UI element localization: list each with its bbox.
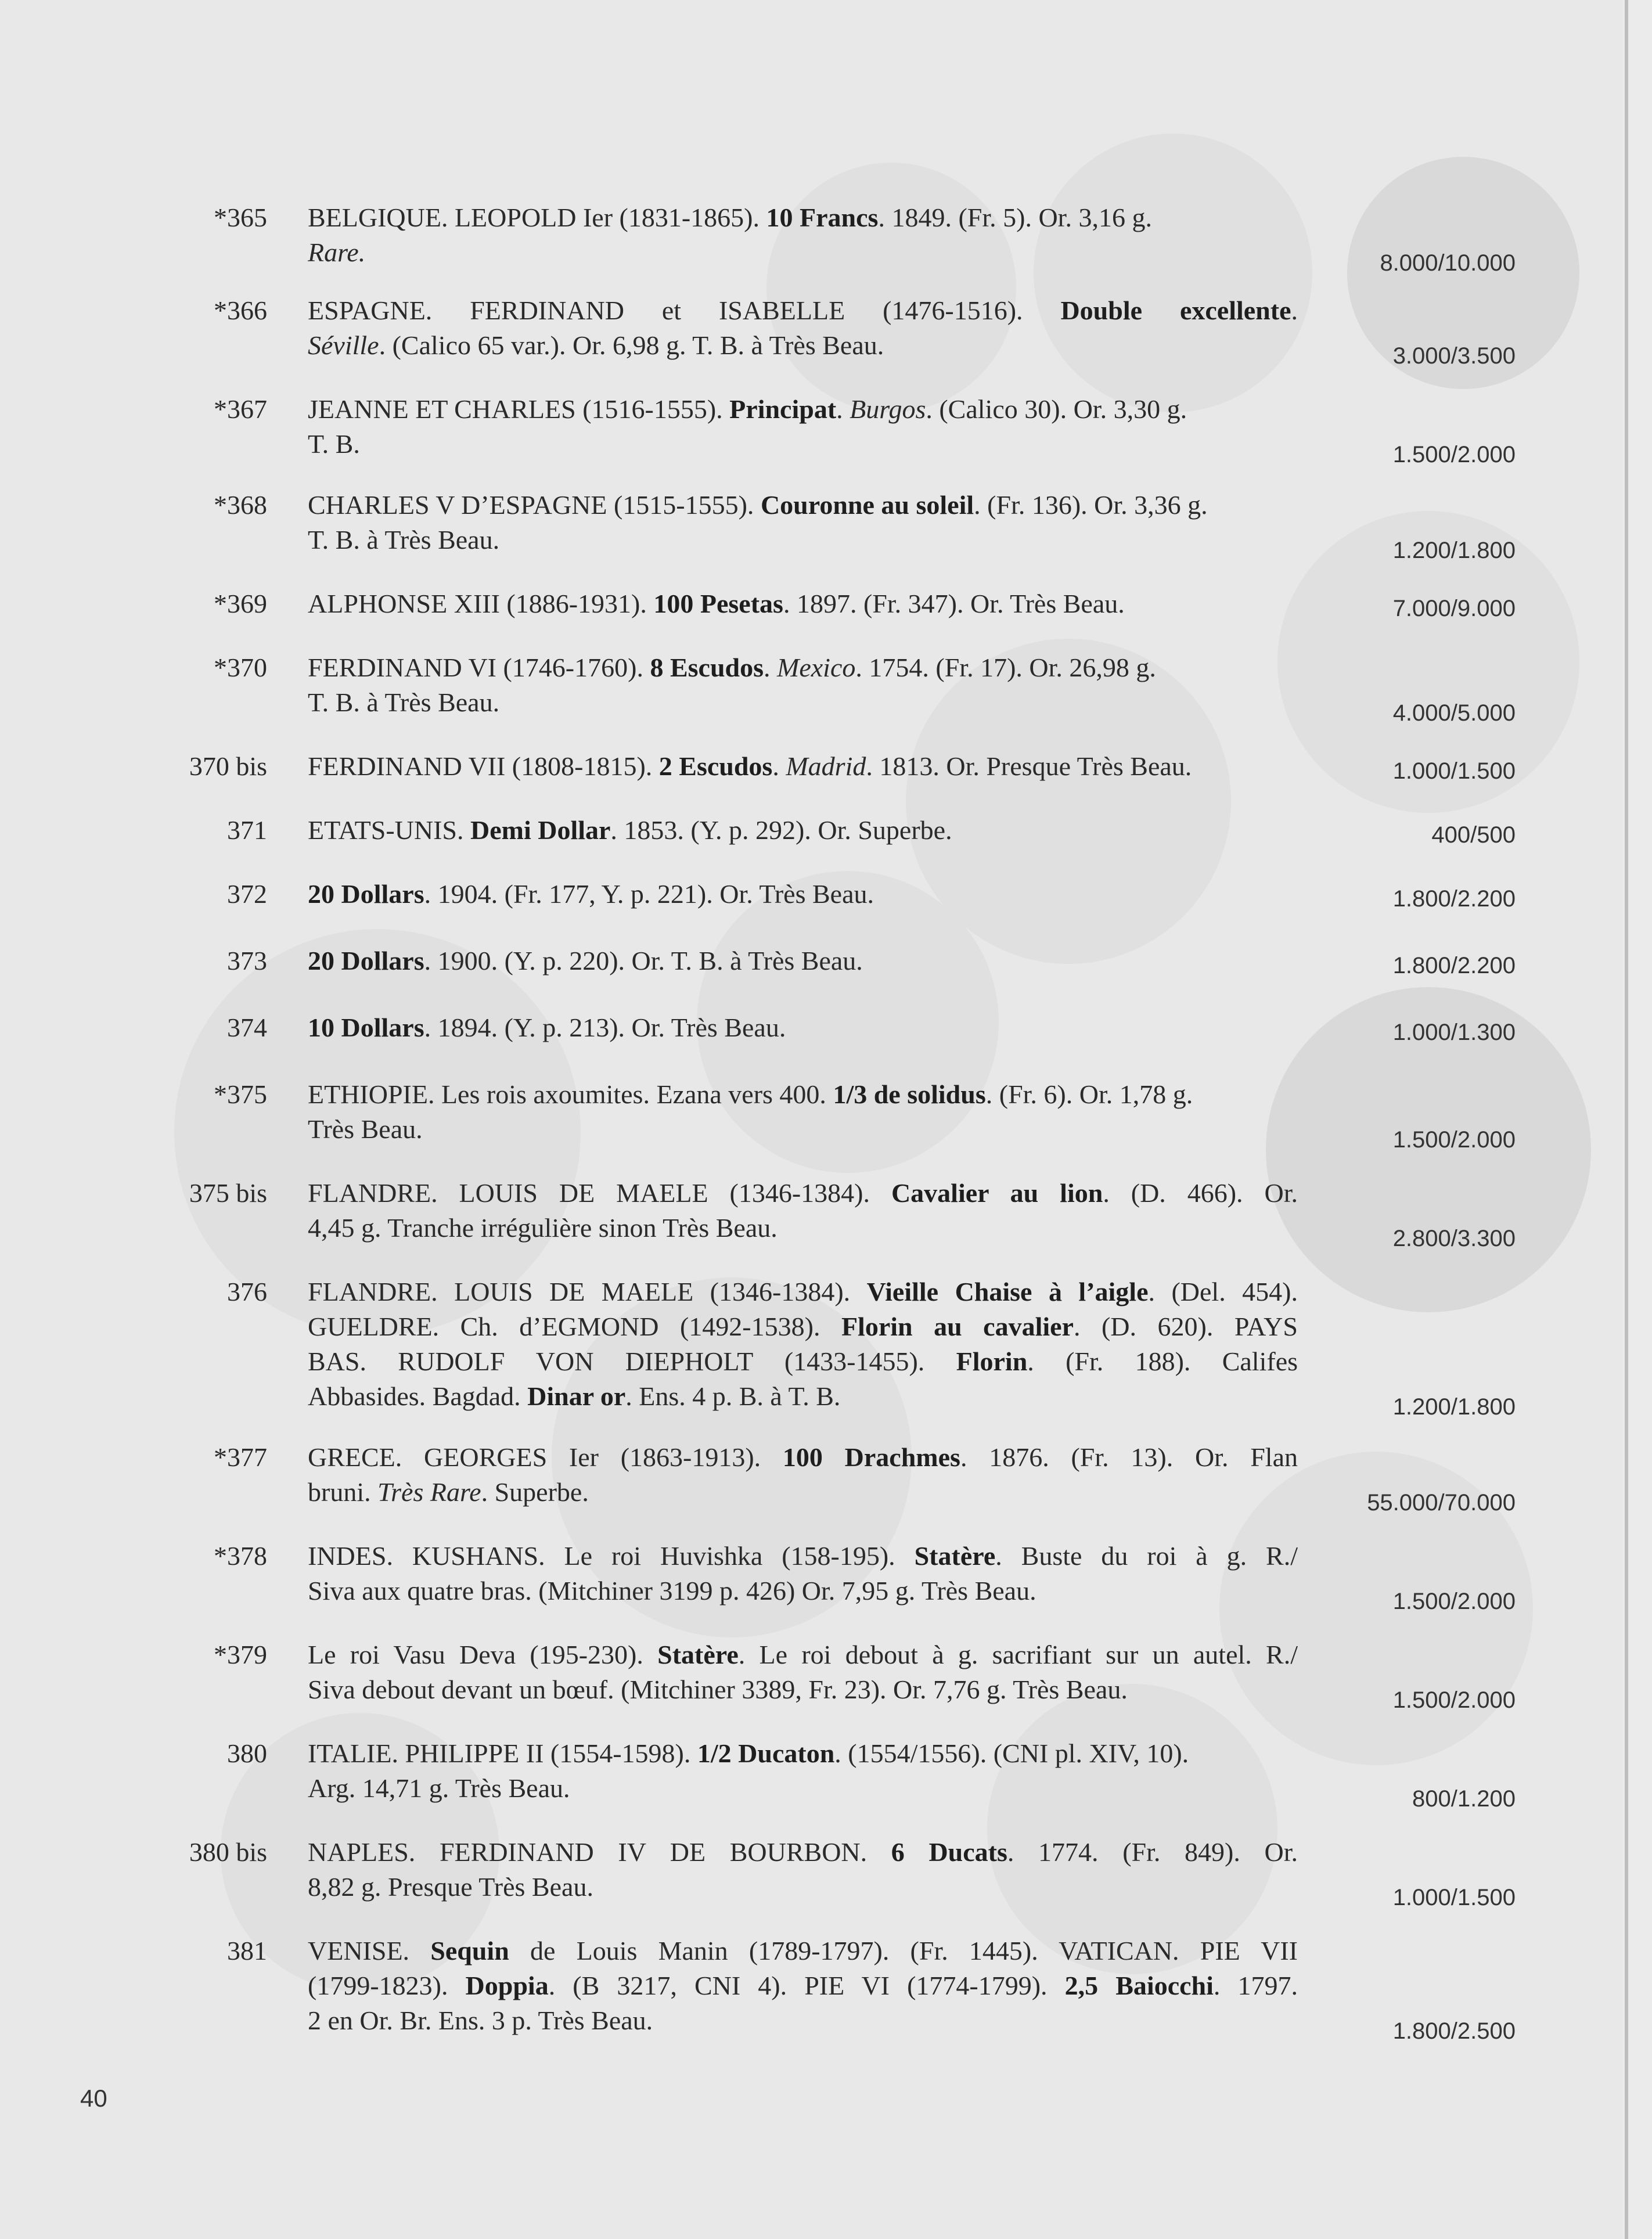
lot-estimate: 1.500/2.000: [1392, 1127, 1516, 1153]
lot-text: Très Beau.: [308, 1114, 423, 1144]
lot-text: Abbasides. Bagdad.: [308, 1381, 528, 1411]
lot-number: *366: [214, 296, 267, 325]
lot-description-line: [308, 1870, 1298, 1905]
lot-text: . 1897. (Fr. 347). Or. Très Beau.: [783, 589, 1125, 618]
lot-estimate: 4.000/5.000: [1392, 700, 1516, 726]
lot-text: ALPHONSE XIII (1886-1931).: [308, 589, 654, 618]
lot-text: FERDINAND VI (1746-1760).: [308, 653, 650, 682]
lot-description-line: [308, 1379, 1298, 1414]
lot-coin-name: 10 Francs: [766, 203, 879, 232]
lot-description: [308, 1077, 1298, 1147]
lot-coin-name: Sequin: [430, 1936, 509, 1966]
lot-text: . 1853. (Y. p. 292). Or. Superbe.: [610, 815, 952, 845]
lot-number: *365: [214, 203, 267, 232]
lot-description-line: [308, 1771, 1298, 1806]
lot-description-line: [308, 1440, 1298, 1475]
lot-description-line: [308, 650, 1298, 685]
lot-description: [308, 1934, 1298, 2038]
lot-number: *370: [214, 653, 267, 682]
lot-text: bruni.: [308, 1477, 378, 1507]
lot-text: (1799-1823).: [308, 1971, 466, 2000]
lot-number: 371: [227, 815, 267, 845]
lot-text: VENISE.: [308, 1936, 431, 1966]
lot-text: T. B.: [308, 429, 360, 459]
lot-text: . (1554/1556). (CNI pl. XIV, 10).: [834, 1738, 1189, 1768]
lot-description: [308, 488, 1298, 557]
lot-description: [308, 293, 1298, 363]
lot-description-line: [308, 1309, 1298, 1344]
lot-estimate: 3.000/3.500: [1392, 343, 1516, 369]
lot-italic-text: Burgos: [850, 394, 926, 424]
lot-estimate: 1.500/2.000: [1392, 1687, 1516, 1713]
lot-description-line: [308, 1539, 1298, 1574]
lot-description-line: [308, 749, 1298, 784]
lot-text: BELGIQUE. LEOPOLD Ier (1831-1865).: [308, 203, 766, 232]
lot-description-line: [308, 1344, 1298, 1379]
lot-entry: [0, 749, 1620, 784]
lot-description: [308, 1010, 1298, 1045]
lot-text: GRECE. GEORGES Ier (1863-1913).: [308, 1442, 783, 1472]
lot-coin-name: Statère: [657, 1640, 739, 1669]
lot-description-line: [308, 944, 1298, 978]
lot-description-line: [308, 1475, 1298, 1510]
lot-text: . (B 3217, CNI 4). PIE VI (1774-1799).: [548, 1971, 1065, 2000]
lot-description: [308, 1835, 1298, 1905]
lot-number: 381: [227, 1936, 267, 1966]
lot-number: *375: [214, 1079, 267, 1109]
lot-text: . 1774. (Fr. 849). Or.: [1007, 1837, 1298, 1867]
lot-number: 375 bis: [189, 1178, 267, 1208]
lot-text: NAPLES. FERDINAND IV DE BOURBON.: [308, 1837, 891, 1867]
lot-number: 374: [227, 1013, 267, 1042]
lot-description-line: [308, 1835, 1298, 1870]
lot-description-line: [308, 328, 1298, 363]
lot-text: .: [836, 394, 850, 424]
lot-description-line: [308, 1672, 1298, 1707]
lot-estimate: 1.200/1.800: [1392, 538, 1516, 563]
lot-coin-name: 20 Dollars: [308, 946, 424, 975]
lot-text: . Superbe.: [481, 1477, 589, 1507]
lot-entry: [0, 813, 1620, 848]
lot-coin-name: Dinar or: [527, 1381, 626, 1411]
lot-text: . (Fr. 136). Or. 3,36 g.: [974, 490, 1208, 520]
lot-coin-name: Statère: [914, 1541, 996, 1571]
lot-entry: [0, 488, 1620, 563]
lot-text: 4,45 g. Tranche irrégulière sinon Très Beau.: [308, 1213, 778, 1243]
lot-text: de Louis Manin (1789-1797). (Fr. 1445). VATICAN. PIE VII: [509, 1936, 1298, 1966]
lot-description-line: [308, 813, 1298, 848]
lot-text: T. B. à Très Beau.: [308, 525, 500, 555]
page-number: 40: [80, 2085, 107, 2112]
lot-number: *379: [214, 1640, 267, 1669]
lot-text: . Buste du roi à g. R./: [995, 1541, 1298, 1571]
lot-description-line: [308, 235, 1298, 270]
lot-text: . (Del. 454).: [1148, 1277, 1298, 1306]
lot-text: . (Fr. 6). Or. 1,78 g.: [985, 1079, 1193, 1109]
lot-italic-text: Séville: [308, 330, 379, 360]
lot-description-line: [308, 1934, 1298, 1968]
lot-estimate: 1.200/1.800: [1392, 1394, 1516, 1420]
lot-coin-name: 20 Dollars: [308, 879, 424, 909]
lot-number: *368: [214, 490, 267, 520]
lot-coin-name: Doppia: [465, 1971, 549, 2000]
lot-description: [308, 1440, 1298, 1510]
lot-text: T. B. à Très Beau.: [308, 687, 500, 717]
lot-coin-name: Couronne au soleil: [760, 490, 974, 520]
lot-estimate: 55.000/70.000: [1367, 1490, 1516, 1516]
lot-description-line: [308, 877, 1298, 912]
lot-entry: [0, 1275, 1620, 1420]
lot-estimate: 1.800/2.500: [1392, 2018, 1516, 2044]
lot-entry: [0, 1934, 1620, 2044]
lot-text: . Le roi debout à g. sacrifiant sur un autel. R./: [738, 1640, 1298, 1669]
lot-text: . 1797.: [1213, 1971, 1298, 2000]
lot-number: 370 bis: [189, 751, 267, 781]
lot-estimate: 1.800/2.200: [1392, 886, 1516, 912]
lot-description-line: [308, 1077, 1298, 1112]
lot-coin-name: Principat: [729, 394, 837, 424]
lot-description-line: [308, 392, 1298, 427]
lot-text: BAS. RUDOLF VON DIEPHOLT (1433-1455).: [308, 1347, 956, 1376]
lot-entry: [0, 1835, 1620, 1910]
lot-text: . (D. 620). PAYS: [1073, 1312, 1298, 1341]
lot-description-line: [308, 1968, 1298, 2003]
lot-text: . 1876. (Fr. 13). Or. Flan: [960, 1442, 1298, 1472]
lot-entry: [0, 1539, 1620, 1614]
lot-coin-name: 1/3 de solidus: [833, 1079, 986, 1109]
lot-description: [308, 1275, 1298, 1414]
lot-description-line: [308, 1112, 1298, 1147]
lot-entry: [0, 1176, 1620, 1251]
lot-coin-name: 10 Dollars: [308, 1013, 424, 1042]
lot-description-line: [308, 523, 1298, 557]
lot-number: *378: [214, 1541, 267, 1571]
lot-entry: [0, 200, 1620, 276]
lot-text: . 1813. Or. Presque Très Beau.: [866, 751, 1192, 781]
lot-text: Le roi Vasu Deva (195-230).: [308, 1640, 658, 1669]
lot-text: Siva debout devant un bœuf. (Mitchiner 3389, Fr. 23). Or. 7,76 g. Très Beau.: [308, 1675, 1128, 1704]
lot-text: ETHIOPIE. Les rois axoumites. Ezana vers 400.: [308, 1079, 833, 1109]
lot-entry: [0, 650, 1620, 726]
lot-coin-name: 6 Ducats: [891, 1837, 1007, 1867]
lot-entry: [0, 1010, 1620, 1045]
lot-number: 373: [227, 946, 267, 975]
lot-text: . 1894. (Y. p. 213). Or. Très Beau.: [424, 1013, 786, 1042]
lot-coin-name: 8 Escudos: [650, 653, 764, 682]
lot-entry: [0, 293, 1620, 369]
lot-entry: [0, 944, 1620, 978]
lot-description: [308, 1736, 1298, 1806]
lot-estimate: 400/500: [1431, 822, 1516, 848]
lot-entry: [0, 392, 1620, 467]
lot-estimate: 7.000/9.000: [1392, 596, 1516, 621]
lot-description: [308, 877, 1298, 912]
lot-description: [308, 944, 1298, 978]
lot-italic-text: Rare.: [308, 237, 366, 267]
lot-text: . 1900. (Y. p. 220). Or. T. B. à Très Beau.: [424, 946, 863, 975]
lot-description-line: [308, 1736, 1298, 1771]
lot-text: . (D. 466). Or.: [1103, 1178, 1298, 1208]
lot-text: . Ens. 4 p. B. à T. B.: [625, 1381, 841, 1411]
lot-coin-name: Double excellente: [1060, 296, 1291, 325]
lot-italic-text: Mexico: [777, 653, 856, 682]
lot-description-line: [308, 427, 1298, 462]
lot-description-line: [308, 586, 1298, 621]
background-coin-watermark: [987, 1684, 1277, 1974]
lot-description: [308, 813, 1298, 848]
lot-coin-name: Florin au cavalier: [841, 1312, 1074, 1341]
lot-text: . (Calico 30). Or. 3,30 g.: [926, 394, 1187, 424]
lot-text: INDES. KUSHANS. Le roi Huvishka (158-195).: [308, 1541, 915, 1571]
lot-text: .: [772, 751, 786, 781]
lot-text: Siva aux quatre bras. (Mitchiner 3199 p. 426) Or. 7,95 g. Très Beau.: [308, 1576, 1036, 1606]
lot-text: ITALIE. PHILIPPE II (1554-1598).: [308, 1738, 697, 1768]
lot-text: ETATS-UNIS.: [308, 815, 470, 845]
lot-coin-name: Demi Dollar: [470, 815, 611, 845]
lot-coin-name: 1/2 Ducaton: [697, 1738, 835, 1768]
lot-description-line: [308, 293, 1298, 328]
lot-number: 380 bis: [189, 1837, 267, 1867]
lot-entry: [0, 877, 1620, 912]
lot-description: [308, 1176, 1298, 1246]
lot-italic-text: Très Rare: [377, 1477, 481, 1507]
lot-description: [308, 392, 1298, 462]
lot-number: 376: [227, 1277, 267, 1306]
lot-text: . (Fr. 188). Califes: [1027, 1347, 1298, 1376]
lot-description-line: [308, 1574, 1298, 1608]
lot-text: . 1849. (Fr. 5). Or. 3,16 g.: [878, 203, 1152, 232]
lot-entry: [0, 1736, 1620, 1812]
binding-edge: [1625, 0, 1628, 2239]
lot-description-line: [308, 1637, 1298, 1672]
lot-estimate: 1.000/1.300: [1392, 1020, 1516, 1045]
lot-estimate: 1.500/2.000: [1392, 1589, 1516, 1614]
background-coin-watermark: [1034, 134, 1312, 412]
lot-entry: [0, 1077, 1620, 1153]
lot-text: . 1754. (Fr. 17). Or. 26,98 g.: [855, 653, 1156, 682]
lot-text: GUELDRE. Ch. d’EGMOND (1492-1538).: [308, 1312, 841, 1341]
lot-number: 372: [227, 879, 267, 909]
lot-text: FERDINAND VII (1808-1815).: [308, 751, 659, 781]
lot-number: *377: [214, 1442, 267, 1472]
lot-text: 8,82 g. Presque Très Beau.: [308, 1872, 593, 1902]
lot-text: 2 en Or. Br. Ens. 3 p. Très Beau.: [308, 2006, 653, 2035]
lot-description-line: [308, 488, 1298, 523]
lot-number: *369: [214, 589, 267, 618]
lot-coin-name: Florin: [956, 1347, 1028, 1376]
lot-coin-name: 2 Escudos: [658, 751, 773, 781]
lot-coin-name: 2,5 Baiocchi: [1064, 1971, 1214, 2000]
lot-description: [308, 650, 1298, 720]
lot-text: FLANDRE. LOUIS DE MAELE (1346-1384).: [308, 1178, 891, 1208]
lot-estimate: 1.000/1.500: [1392, 758, 1516, 784]
lot-description: [308, 200, 1298, 270]
lot-description-line: [308, 1010, 1298, 1045]
lot-entry: [0, 1440, 1620, 1516]
lot-description: [308, 1539, 1298, 1608]
lot-text: . 1904. (Fr. 177, Y. p. 221). Or. Très Beau.: [424, 879, 874, 909]
lot-description: [308, 586, 1298, 621]
lot-number: *367: [214, 394, 267, 424]
lot-description-line: [308, 685, 1298, 720]
lot-coin-name: 100 Drachmes: [782, 1442, 960, 1472]
lot-description: [308, 1637, 1298, 1707]
lot-text: Arg. 14,71 g. Très Beau.: [308, 1773, 570, 1803]
lot-description-line: [308, 1176, 1298, 1211]
lot-text: . (Calico 65 var.). Or. 6,98 g. T. B. à Très Beau.: [379, 330, 884, 360]
lot-description-line: [308, 1211, 1298, 1246]
lot-entry: [0, 1637, 1620, 1713]
lot-number: 380: [227, 1738, 267, 1768]
lot-estimate: 2.800/3.300: [1392, 1226, 1516, 1251]
lot-description-line: [308, 1275, 1298, 1309]
lot-text: JEANNE ET CHARLES (1516-1555).: [308, 394, 730, 424]
lot-description-line: [308, 200, 1298, 235]
lot-italic-text: Madrid: [786, 751, 866, 781]
lot-coin-name: 100 Pesetas: [653, 589, 783, 618]
lot-coin-name: Cavalier au lion: [891, 1178, 1103, 1208]
lot-estimate: 8.000/10.000: [1380, 250, 1516, 276]
lot-text: .: [1291, 296, 1298, 325]
lot-estimate: 1.000/1.500: [1392, 1885, 1516, 1910]
lot-text: FLANDRE. LOUIS DE MAELE (1346-1384).: [308, 1277, 867, 1306]
lot-entry: [0, 586, 1620, 621]
lot-description-line: [308, 2003, 1298, 2038]
lot-estimate: 800/1.200: [1412, 1786, 1516, 1812]
lot-text: ESPAGNE. FERDINAND et ISABELLE (1476-1516).: [308, 296, 1061, 325]
lot-text: .: [764, 653, 778, 682]
lot-estimate: 1.500/2.000: [1392, 442, 1516, 467]
lot-text: CHARLES V D’ESPAGNE (1515-1555).: [308, 490, 761, 520]
lot-description: [308, 749, 1298, 784]
lot-coin-name: Vieille Chaise à l’aigle: [866, 1277, 1149, 1306]
lot-estimate: 1.800/2.200: [1392, 953, 1516, 978]
